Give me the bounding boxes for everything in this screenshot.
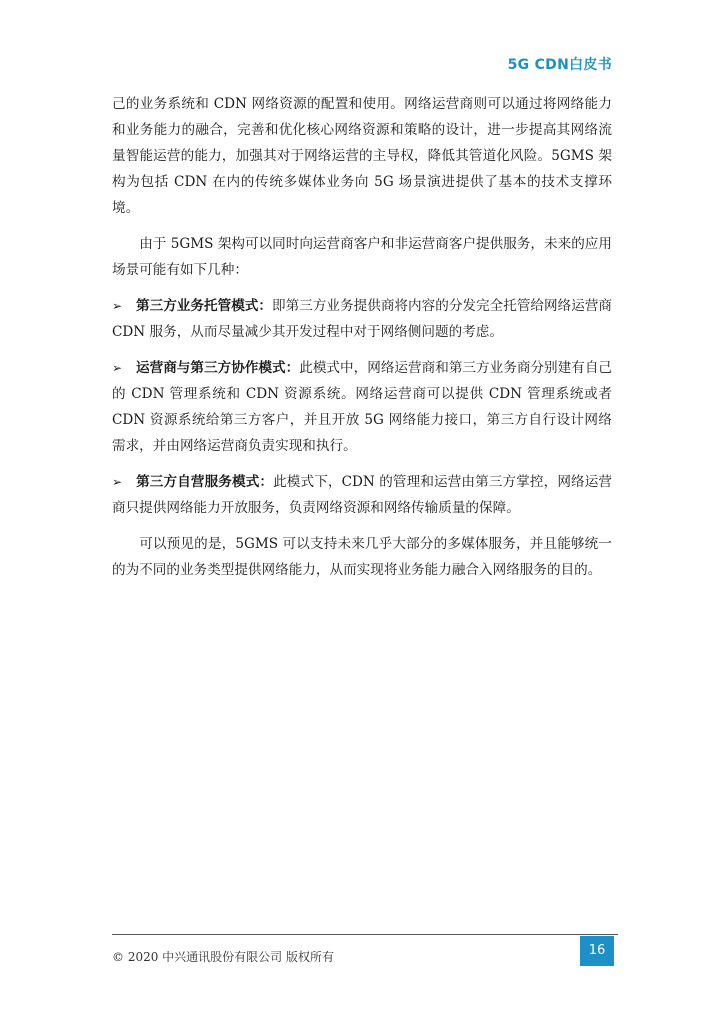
paragraph-intro: 由于 5GMS 架构可以同时向运营商客户和非运营商客户提供服务，未来的应用场景可能有如下几种： xyxy=(112,236,612,278)
bullet-title: 第三方自营服务模式： xyxy=(136,474,274,490)
bullet-item-self-operated xyxy=(112,469,612,521)
paragraph-conclusion: 可以预见的是，5GMS 可以支持未来几乎大部分的多媒体服务，并且能够统一的为不同的业务类型提供网络能力，从而实现将业务能力融合入网络服务的目的。 xyxy=(112,536,612,578)
bullet-title: 第三方业务托管模式： xyxy=(136,298,273,314)
page-number: 16 xyxy=(580,936,614,966)
bullet-text: 即第三方业务提供商将内容的分发完全托管给网络运营商 CDN 服务，从而尽量减少其开发过程中对于网络侧问题的考虑。 xyxy=(112,298,613,340)
page-content xyxy=(112,91,612,593)
header-title: 5G CDN白皮书 xyxy=(507,57,612,73)
bullet-title: 运营商与第三方协作模式： xyxy=(136,360,300,376)
footer-copyright: © 2020 中兴通讯股份有限公司 版权所有 xyxy=(112,950,334,964)
arrow-bullet-icon: ➢ xyxy=(112,475,123,489)
paragraph-continued: 己的业务系统和 CDN 网络资源的配置和使用。网络运营商则可以通过将网络能力和业务能力的融合，完善和优化核心网络资源和策略的设计，进一步提高其网络流量智能运营的能力，加强其对于网络运营的主导权，降低其管道化风险。5GMS 架构为包括 CDN 在内的传统多媒体业务向 5G 场景演进提供了基本的技术支撑环境。 xyxy=(112,96,612,216)
arrow-bullet-icon: ➢ xyxy=(112,299,123,313)
bullet-text: 此模式下，CDN 的管理和运营由第三方掌控，网络运营商只提供网络能力开放服务，负责网络资源和网络传输质量的保障。 xyxy=(112,474,613,516)
arrow-bullet-icon: ➢ xyxy=(112,361,123,375)
bullet-item-hosting xyxy=(112,293,612,345)
bullet-text: 此模式中，网络运营商和第三方业务商分别建有自己的 CDN 管理系统和 CDN 资源系统。网络运营商可以提供 CDN 管理系统或者 CDN 资源系统给第三方客户，并且开放 5G 网络能力接口，第三方自行设计网络需求，并由网络运营商负责实现和执行。 xyxy=(112,360,613,454)
footer-divider xyxy=(112,934,618,935)
bullet-item-cooperation xyxy=(112,355,612,459)
